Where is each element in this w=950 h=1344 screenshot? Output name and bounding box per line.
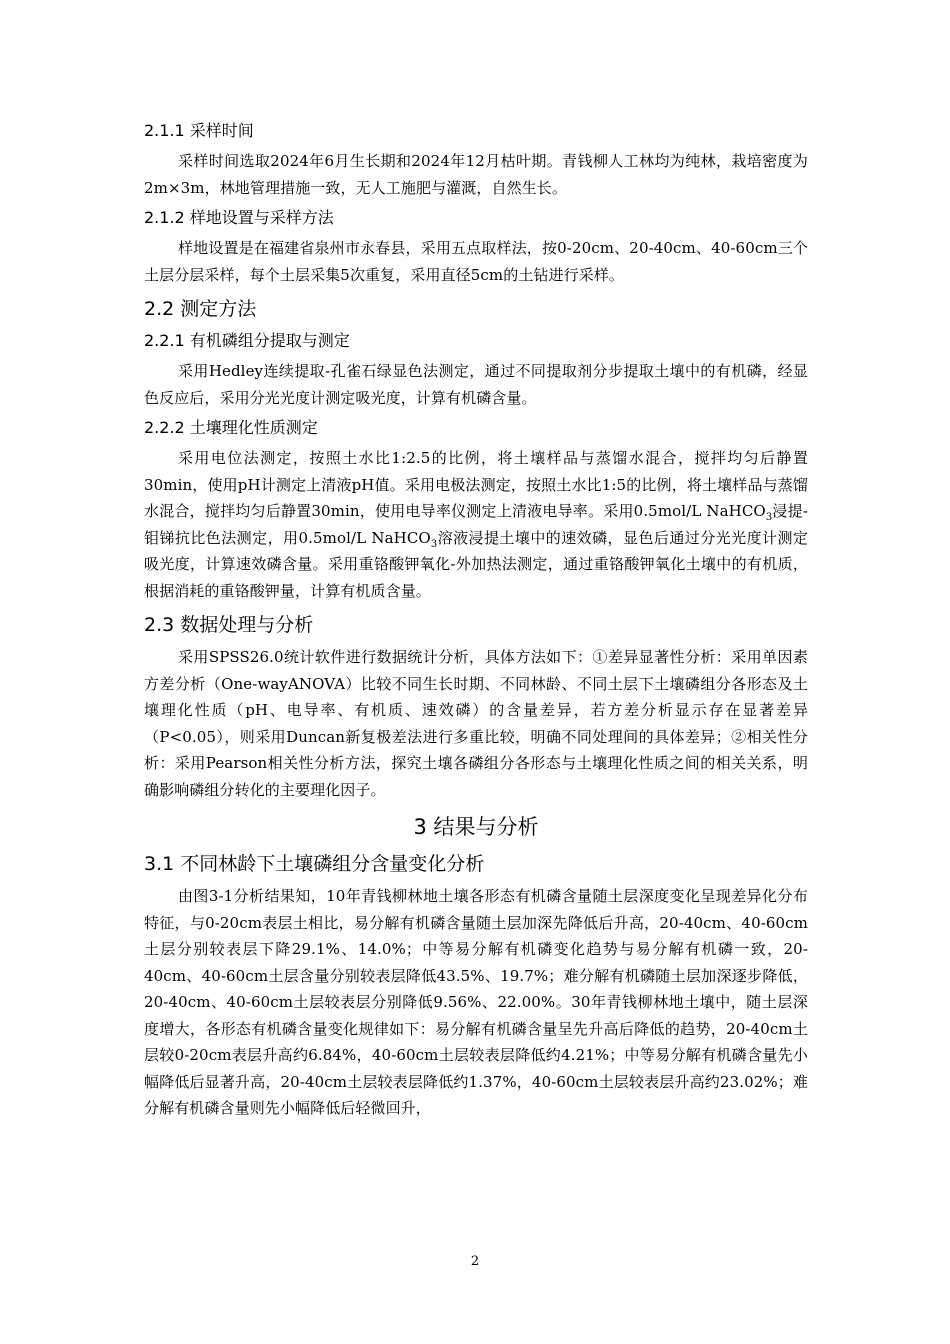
page-number: 2 — [470, 1254, 480, 1269]
heading-2-1-2: 2.1.2 样地设置与采样方法 — [144, 208, 334, 227]
page-content — [144, 114, 808, 1122]
subscript-3-b: 3 — [430, 538, 438, 550]
paragraph-results-3-1: 由图3-1分析结果知，10年青钱柳林地土壤各形态有机磷含量随土层深度变化呈现差异化分布特征，与0-20cm表层土相比，易分解有机磷含量随土层加深先降低后升高，20-40cm、40-60cm土层分别较表层下降29.1%、14.0%；中等易分解有机磷变化趋势与易分解有机磷一致，20-40cm、40-60cm土层含量分别较表层降低43.5%、19.7%；难分解有机磷随土层加深逐步降低，20-40cm、40-60cm土层较表层分别降低9.56%、22.00%。30年青钱柳林地土壤中，随土层深度增大，各形态有机磷含量变化规律如下：易分解有机磷含量呈先升高后降低的趋势，20-40cm土层较0-20cm表层升高约6.84%，40-60cm土层较表层降低约4.21%；中等易分解有机磷含量先小幅降低后显著升高，20-40cm土层较表层降低约1.37%，40-60cm土层较表层升高约23.02%；难分解有机磷含量则先小幅降低后轻微回升， — [144, 887, 808, 1117]
heading-3: 3 结果与分析 — [413, 815, 539, 839]
paragraph-soil-properties — [144, 445, 808, 604]
heading-2-2: 2.2 测定方法 — [144, 298, 257, 320]
paragraph-organic-p-extraction: 采用Hedley连续提取-孔雀石绿显色法测定，通过不同提取剂分步提取土壤中的有机磷，经显色反应后，采用分光光度计测定吸光度，计算有机磷含量。 — [144, 362, 808, 407]
subscript-3-a: 3 — [765, 512, 773, 523]
heading-3-1: 3.1 不同林龄下土壤磷组分含量变化分析 — [144, 853, 485, 875]
soil-properties-text-b: 浸提-钼锑抗比色法测定，用0.5mol/L NaHCO — [144, 502, 809, 547]
heading-2-3: 2.3 数据处理与分析 — [144, 614, 314, 636]
soil-properties-text-a: 采用电位法测定，按照土水比1:2.5的比例，将土壤样品与蒸馏水混合，搅拌均匀后静置30min，使用pH计测定上清液pH值。采用电极法测定，按照土水比1:5的比例，将土壤样品与蒸馏水混合，搅拌均匀后静置30min，使用电导率仪测定上清液电导率。采用0.5mol/L NaHCO — [144, 449, 808, 520]
heading-2-2-1: 2.2.1 有机磷组分提取与测定 — [144, 331, 350, 350]
heading-2-2-2: 2.2.2 土壤理化性质测定 — [144, 418, 318, 437]
heading-2-1-1: 2.1.1 采样时间 — [144, 121, 254, 140]
paragraph-data-analysis: 采用SPSS26.0统计软件进行数据统计分析，具体方法如下：①差异显著性分析：采用单因素方差分析（One-wayANOVA）比较不同生长时期、不同林龄、不同土层下土壤磷组分各形态及土壤理化性质（pH、电导率、有机质、速效磷）的含量差异，若方差分析显示存在显著差异（P<0.05），则采用Duncan新复极差法进行多重比较，明确不同处理间的具体差异；②相关性分析：采用Pearson相关性分析方法，探究土壤各磷组分各形态与土壤理化性质之间的相关关系，明确影响磷组分转化的主要理化因子。 — [144, 648, 808, 799]
paragraph-plot-setup: 样地设置是在福建省泉州市永春县，采用五点取样法，按0-20cm、20-40cm、40-60cm三个土层分层采样，每个土层采集5次重复，采用直径5cm的土钻进行采样。 — [144, 239, 808, 284]
paragraph-sampling-time: 采样时间选取2024年6月生长期和2024年12月枯叶期。青钱柳人工林均为纯林，栽培密度为2m×3m，林地管理措施一致，无人工施肥与灌溉，自然生长。 — [144, 152, 808, 197]
soil-properties-text-c: 溶液浸提土壤中的速效磷，显色后通过分光光度计测定吸光度，计算速效磷含量。采用重铬酸钾氧化-外加热法测定，通过重铬酸钾氧化土壤中的有机质，根据消耗的重铬酸钾量，计算有机质含量。 — [144, 528, 809, 600]
